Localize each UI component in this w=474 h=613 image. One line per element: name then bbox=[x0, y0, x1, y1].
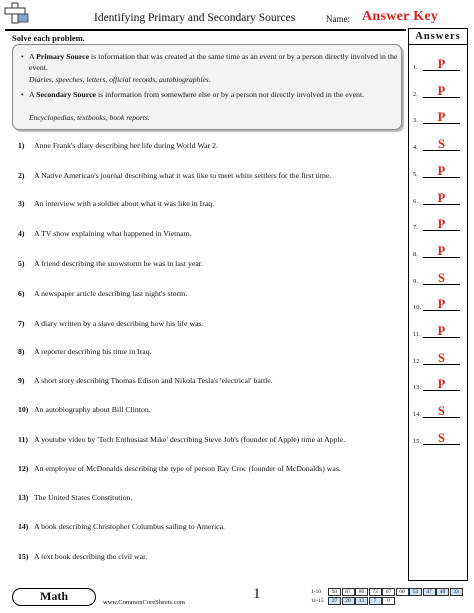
score-cell: 27 bbox=[328, 597, 341, 605]
answer-number: 12. bbox=[413, 357, 422, 365]
answer-row bbox=[409, 188, 466, 208]
question-item bbox=[18, 376, 406, 387]
score-cell: 33 bbox=[450, 588, 463, 596]
question-text: An interview with a soldier about what it was like in Iraq. bbox=[34, 199, 215, 208]
site-url: www.CommonCoreSheets.com bbox=[103, 599, 185, 606]
answers-panel bbox=[408, 28, 468, 581]
answer-number: 13. bbox=[413, 384, 422, 392]
secondary-source-definition: • A Secondary Source is information from somewhere else or by a person not directly involved in the event. bbox=[21, 90, 365, 99]
answer-value: S bbox=[438, 430, 445, 445]
question-number: 13) bbox=[18, 493, 29, 502]
question-item bbox=[18, 141, 406, 152]
answer-value: P bbox=[437, 110, 446, 125]
answer-value: P bbox=[437, 163, 446, 178]
answer-number: 9. bbox=[413, 277, 418, 285]
score-cell: 73 bbox=[369, 588, 382, 596]
answer-row bbox=[409, 54, 466, 74]
answer-number: 10. bbox=[413, 304, 422, 312]
answer-value: S bbox=[438, 350, 445, 365]
answer-row bbox=[409, 81, 466, 101]
question-item bbox=[18, 405, 406, 416]
score-row-label: 1-10 bbox=[311, 589, 322, 595]
answer-number: 2. bbox=[413, 90, 418, 98]
score-cell: 67 bbox=[382, 588, 395, 596]
answer-row bbox=[409, 268, 466, 288]
answer-row bbox=[409, 428, 466, 448]
question-text: A book describing Christopher Columbus sailing to America. bbox=[34, 522, 226, 531]
answer-number: 5. bbox=[413, 170, 418, 178]
question-text: An employee of McDonalds describing the type of person Ray Croc (founder of McDonalds) was. bbox=[34, 464, 341, 473]
question-item bbox=[18, 435, 406, 446]
score-row-label: 11-15 bbox=[311, 598, 324, 604]
question-number: 15) bbox=[18, 552, 29, 561]
question-number: 1) bbox=[18, 141, 25, 150]
answer-value: P bbox=[437, 57, 446, 71]
answer-value: P bbox=[437, 190, 446, 205]
question-text: A diary written by a slave describing how his life was. bbox=[34, 319, 204, 328]
score-cell: 87 bbox=[342, 588, 355, 596]
answer-value: P bbox=[437, 377, 446, 392]
question-item bbox=[18, 347, 406, 358]
score-cell: 7 bbox=[369, 597, 382, 605]
answer-number: 15. bbox=[413, 437, 422, 445]
answer-value: P bbox=[437, 243, 446, 258]
question-text: A TV show explaining what happened in Vietnam. bbox=[34, 229, 192, 238]
answer-number: 6. bbox=[413, 197, 418, 205]
question-number: 5) bbox=[18, 259, 25, 268]
question-item bbox=[18, 259, 406, 270]
question-item bbox=[18, 229, 406, 240]
answer-row bbox=[409, 401, 466, 421]
question-number: 7) bbox=[18, 319, 25, 328]
term-secondary-source: Secondary Source bbox=[36, 90, 97, 99]
score-cell: 53 bbox=[409, 588, 422, 596]
question-number: 10) bbox=[18, 405, 29, 414]
bullet-icon: • bbox=[21, 90, 24, 99]
question-text: Anne Frank's diary describing her life during World War 2. bbox=[34, 141, 218, 150]
question-text: A short story describing Thomas Edison and Nikola Tesla's 'electrical' battle. bbox=[34, 376, 273, 385]
answer-value: P bbox=[437, 83, 446, 98]
instruction: Solve each problem. bbox=[12, 33, 85, 43]
answer-value: P bbox=[437, 217, 446, 232]
question-number: 3) bbox=[18, 199, 25, 208]
term-primary-source: Primary Source bbox=[36, 52, 90, 61]
answer-row bbox=[409, 294, 466, 314]
question-number: 4) bbox=[18, 229, 25, 238]
answer-number: 14. bbox=[413, 411, 422, 419]
score-cell: 93 bbox=[328, 588, 341, 596]
question-number: 12) bbox=[18, 464, 29, 473]
answer-value: S bbox=[438, 270, 445, 285]
score-cell: 20 bbox=[342, 597, 355, 605]
answer-row bbox=[409, 161, 466, 181]
question-item bbox=[18, 289, 406, 300]
question-item bbox=[18, 319, 406, 330]
question-number: 8) bbox=[18, 347, 25, 356]
primary-source-definition: • A Primary Source is information that was created at the same time as an event or by a person directly involved in the event. bbox=[21, 52, 398, 72]
answer-number: 8. bbox=[413, 250, 418, 258]
answer-row bbox=[409, 107, 466, 127]
answer-number: 11. bbox=[413, 331, 421, 338]
definition-box bbox=[12, 44, 402, 130]
question-text: A Native American's journal describing what it was like to meet white settlers for the first time. bbox=[34, 171, 332, 180]
answer-value: P bbox=[437, 297, 446, 312]
question-number: 14) bbox=[18, 522, 29, 531]
question-text: A friend describing the snowstorm he was in last year. bbox=[34, 259, 203, 268]
question-text: The United States Constitution. bbox=[34, 493, 133, 502]
question-text: A reporter describing his time in Iraq. bbox=[34, 347, 152, 356]
answer-row bbox=[409, 214, 466, 234]
score-cell: 47 bbox=[423, 588, 436, 596]
question-item bbox=[18, 552, 406, 563]
score-cell: 80 bbox=[355, 588, 368, 596]
answer-row bbox=[409, 134, 466, 154]
answer-row bbox=[409, 241, 466, 261]
answer-row bbox=[409, 321, 466, 341]
score-cell: 13 bbox=[355, 597, 368, 605]
score-cell: 60 bbox=[396, 588, 409, 596]
answer-row bbox=[409, 374, 466, 394]
answer-number: 1. bbox=[413, 64, 418, 71]
answer-value: S bbox=[438, 404, 445, 419]
answer-key-label: Answer Key bbox=[362, 9, 439, 24]
answer-value: P bbox=[437, 324, 446, 338]
question-item bbox=[18, 171, 406, 182]
question-item bbox=[18, 199, 406, 210]
question-number: 9) bbox=[18, 376, 25, 385]
answer-number: 4. bbox=[413, 144, 418, 152]
answer-number: 3. bbox=[413, 117, 418, 125]
question-item bbox=[18, 522, 406, 533]
question-text: A newspaper article describing last night's storm. bbox=[34, 289, 188, 298]
name-label: Name: bbox=[326, 14, 350, 24]
question-number: 6) bbox=[18, 289, 25, 298]
question-item bbox=[18, 464, 406, 475]
page-number: 1 bbox=[253, 586, 261, 602]
primary-examples: Diaries, speeches, letters, official records, autobiographies. bbox=[29, 75, 211, 84]
question-number: 11) bbox=[18, 435, 28, 444]
secondary-examples: Encyclopedias, textbooks, book reports. bbox=[29, 113, 150, 122]
page-title: Identifying Primary and Secondary Sources bbox=[94, 12, 296, 24]
subject-badge: Math bbox=[12, 588, 96, 606]
answer-value: S bbox=[438, 137, 445, 152]
question-text: A youtube video by 'Tech Enthusiast Mike' describing Steve Job's (founder of Apple) time at Apple. bbox=[34, 435, 346, 444]
cross-logo-icon bbox=[3, 2, 29, 24]
header-divider bbox=[5, 29, 406, 31]
question-number: 2) bbox=[18, 171, 25, 180]
question-text: An autobiography about Bill Clinton. bbox=[34, 405, 151, 414]
bullet-icon: • bbox=[21, 52, 24, 61]
question-text: A text book describing the civil war. bbox=[34, 552, 148, 561]
question-item bbox=[18, 493, 406, 504]
score-cell: 0 bbox=[382, 597, 395, 605]
score-cell: 40 bbox=[436, 588, 449, 596]
answer-number: 7. bbox=[413, 224, 418, 232]
answers-title: Answers bbox=[409, 29, 467, 45]
answer-row bbox=[409, 348, 466, 368]
